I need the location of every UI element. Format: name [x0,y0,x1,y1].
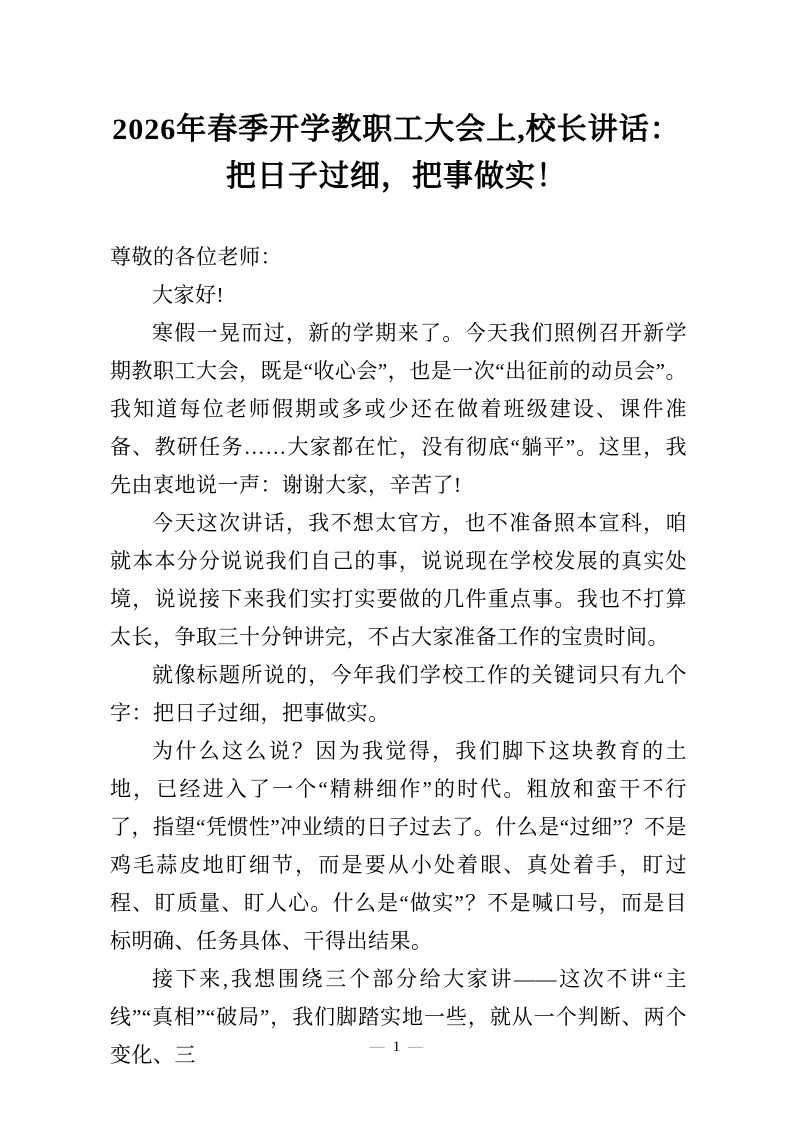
paragraph: 大家好! [152,283,224,307]
paragraph: 今天这次讲话，我不想太官方，也不准备照本宣科，咱就本本分分说说我们自己的事，说说现在学校发展的真实处境，说说接下来我们实打实要做的几件重点事。我也不打算太长，争取三十分钟讲完，不占大家准备工作的宝贵时间。 [110,511,687,649]
paragraph: 为什么这么说？因为我觉得，我们脚下这块教育的土地，已经进入了一个“精耕细作”的时代。粗放和蛮干不行了，指望“凭惯性”冲业绩的日子过去了。什么是“过细”？不是鸡毛蒜皮地盯细节，而是要从小处着眼、真处着手，盯过程、盯质量、盯人心。什么是“做实”？不是喊口号，而是目标明确、任务具体、干得出结果。 [110,739,687,953]
document-body [110,238,687,1074]
document-title [64,106,729,200]
paragraph: 接下来,我想围绕三个部分给大家讲——这次不讲“主线”“真相”“破局”，我们脚踏实地一些，就从一个判断、两个变化、三 [110,967,687,1067]
paragraph: 就像标题所说的，今年我们学校工作的关键词只有九个字：把日子过细，把事做实。 [110,663,687,725]
footer-dash-left: — [369,1039,385,1055]
page-footer [0,1036,793,1058]
title-line: 把日子过细，把事做实！ [226,160,567,193]
paragraph: 尊敬的各位老师： [110,245,282,269]
footer-dash-right: — [408,1039,424,1055]
paragraph: 寒假一晃而过，新的学期来了。今天我们照例召开新学期教职工大会，既是“收心会”，也是一次“出征前的动员会”。我知道每位老师假期或多或少还在做着班级建设、课件准备、教研任务……大家都在忙，没有彻底“躺平”。这里，我先由衷地说一声：谢谢大家，辛苦了! [110,321,687,497]
page-number: 1 [392,1039,401,1055]
title-line: 2026年春季开学教职工大会上,校长讲话： [112,113,681,146]
